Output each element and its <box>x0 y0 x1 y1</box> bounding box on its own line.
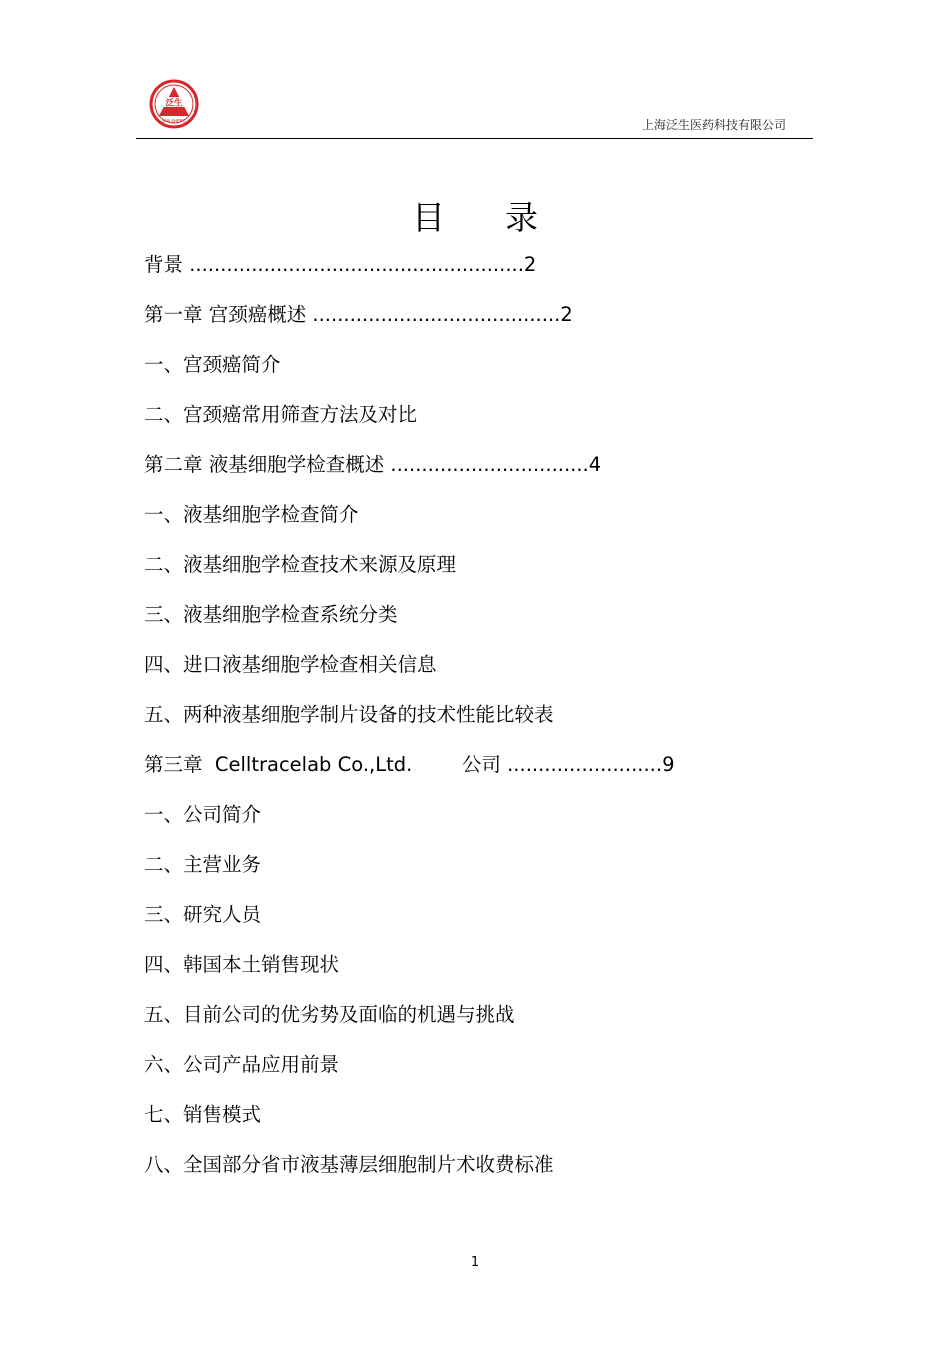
company-name: 上海泛生医药科技有限公司 <box>641 118 786 132</box>
toc-entry-text: 五、两种液基细胞学制片设备的技术性能比较表 <box>144 703 554 726</box>
header-divider <box>136 138 813 139</box>
toc-entry-text: 一、公司简介 <box>144 803 262 826</box>
toc-entry-text: 二、液基细胞学检查技术来源及原理 <box>144 553 457 576</box>
toc-page-number: 4 <box>588 453 602 476</box>
toc-entry-text: 三、液基细胞学检查系统分类 <box>144 603 398 626</box>
toc-entry-text: 二、宫颈癌常用筛查方法及对比 <box>144 403 418 426</box>
page-number: 1 <box>470 1255 480 1270</box>
toc-entry[interactable] <box>144 300 675 350</box>
toc-entry-text: 八、全国部分省市液基薄层细胞制片术收费标准 <box>144 1153 554 1176</box>
toc-entry[interactable] <box>144 500 675 550</box>
toc-entry-text: 三、研究人员 <box>144 903 262 926</box>
toc-leader-dots: ................................ <box>390 453 589 476</box>
toc-entry-text: 第三章 Celltracelab Co.,Ltd. <box>144 753 413 776</box>
toc-leader-dots: ......................... <box>507 753 663 776</box>
toc-entry[interactable] <box>144 1150 675 1200</box>
toc-entry[interactable] <box>144 450 675 500</box>
toc-entry[interactable] <box>144 550 675 600</box>
title-char-1: 目 <box>412 198 445 237</box>
toc-entry-text: 背景 <box>144 253 190 276</box>
toc-page-number: 2 <box>560 303 573 326</box>
toc-entry-text: 五、目前公司的优劣势及面临的机遇与挑战 <box>144 1003 515 1026</box>
toc-gap <box>412 753 462 776</box>
title-char-2: 录 <box>505 198 538 237</box>
toc-entry-text-suffix: 公司 <box>461 753 508 776</box>
toc-page-number: 9 <box>662 753 675 776</box>
page-title <box>0 192 950 239</box>
toc-entry[interactable] <box>144 700 675 750</box>
toc-entry-text: 一、液基细胞学检查简介 <box>144 503 359 526</box>
table-of-contents <box>144 250 675 1200</box>
toc-entry-text: 七、销售模式 <box>144 1103 262 1126</box>
logo-sub-text: FAN SHENG <box>162 118 186 124</box>
toc-entry[interactable] <box>144 1100 675 1150</box>
toc-entry[interactable] <box>144 800 675 850</box>
toc-entry-text: 四、韩国本土销售现状 <box>144 953 340 976</box>
toc-entry-text: 第二章 液基细胞学检查概述 <box>144 453 391 476</box>
toc-entry[interactable] <box>144 350 675 400</box>
toc-entry-text: 六、公司产品应用前景 <box>144 1053 340 1076</box>
toc-entry[interactable] <box>144 850 675 900</box>
toc-entry[interactable] <box>144 950 675 1000</box>
toc-entry[interactable] <box>144 900 675 950</box>
company-logo <box>148 78 200 130</box>
toc-entry-text: 第一章 宫颈癌概述 <box>144 303 313 326</box>
toc-entry[interactable] <box>144 600 675 650</box>
toc-entry-text: 四、进口液基细胞学检查相关信息 <box>144 653 437 676</box>
toc-entry[interactable] <box>144 400 675 450</box>
toc-entry-text: 二、主营业务 <box>144 853 262 876</box>
toc-leader-dots: ...................................................... <box>189 253 524 276</box>
toc-leader-dots: ........................................ <box>312 303 561 326</box>
toc-entry[interactable] <box>144 250 675 300</box>
toc-entry-text: 一、宫颈癌简介 <box>144 353 281 376</box>
toc-entry[interactable] <box>144 750 675 800</box>
toc-entry[interactable] <box>144 1050 675 1100</box>
toc-entry[interactable] <box>144 1000 675 1050</box>
toc-entry[interactable] <box>144 650 675 700</box>
toc-page-number: 2 <box>523 253 537 276</box>
logo-mark-text: 泛生 <box>165 98 183 109</box>
